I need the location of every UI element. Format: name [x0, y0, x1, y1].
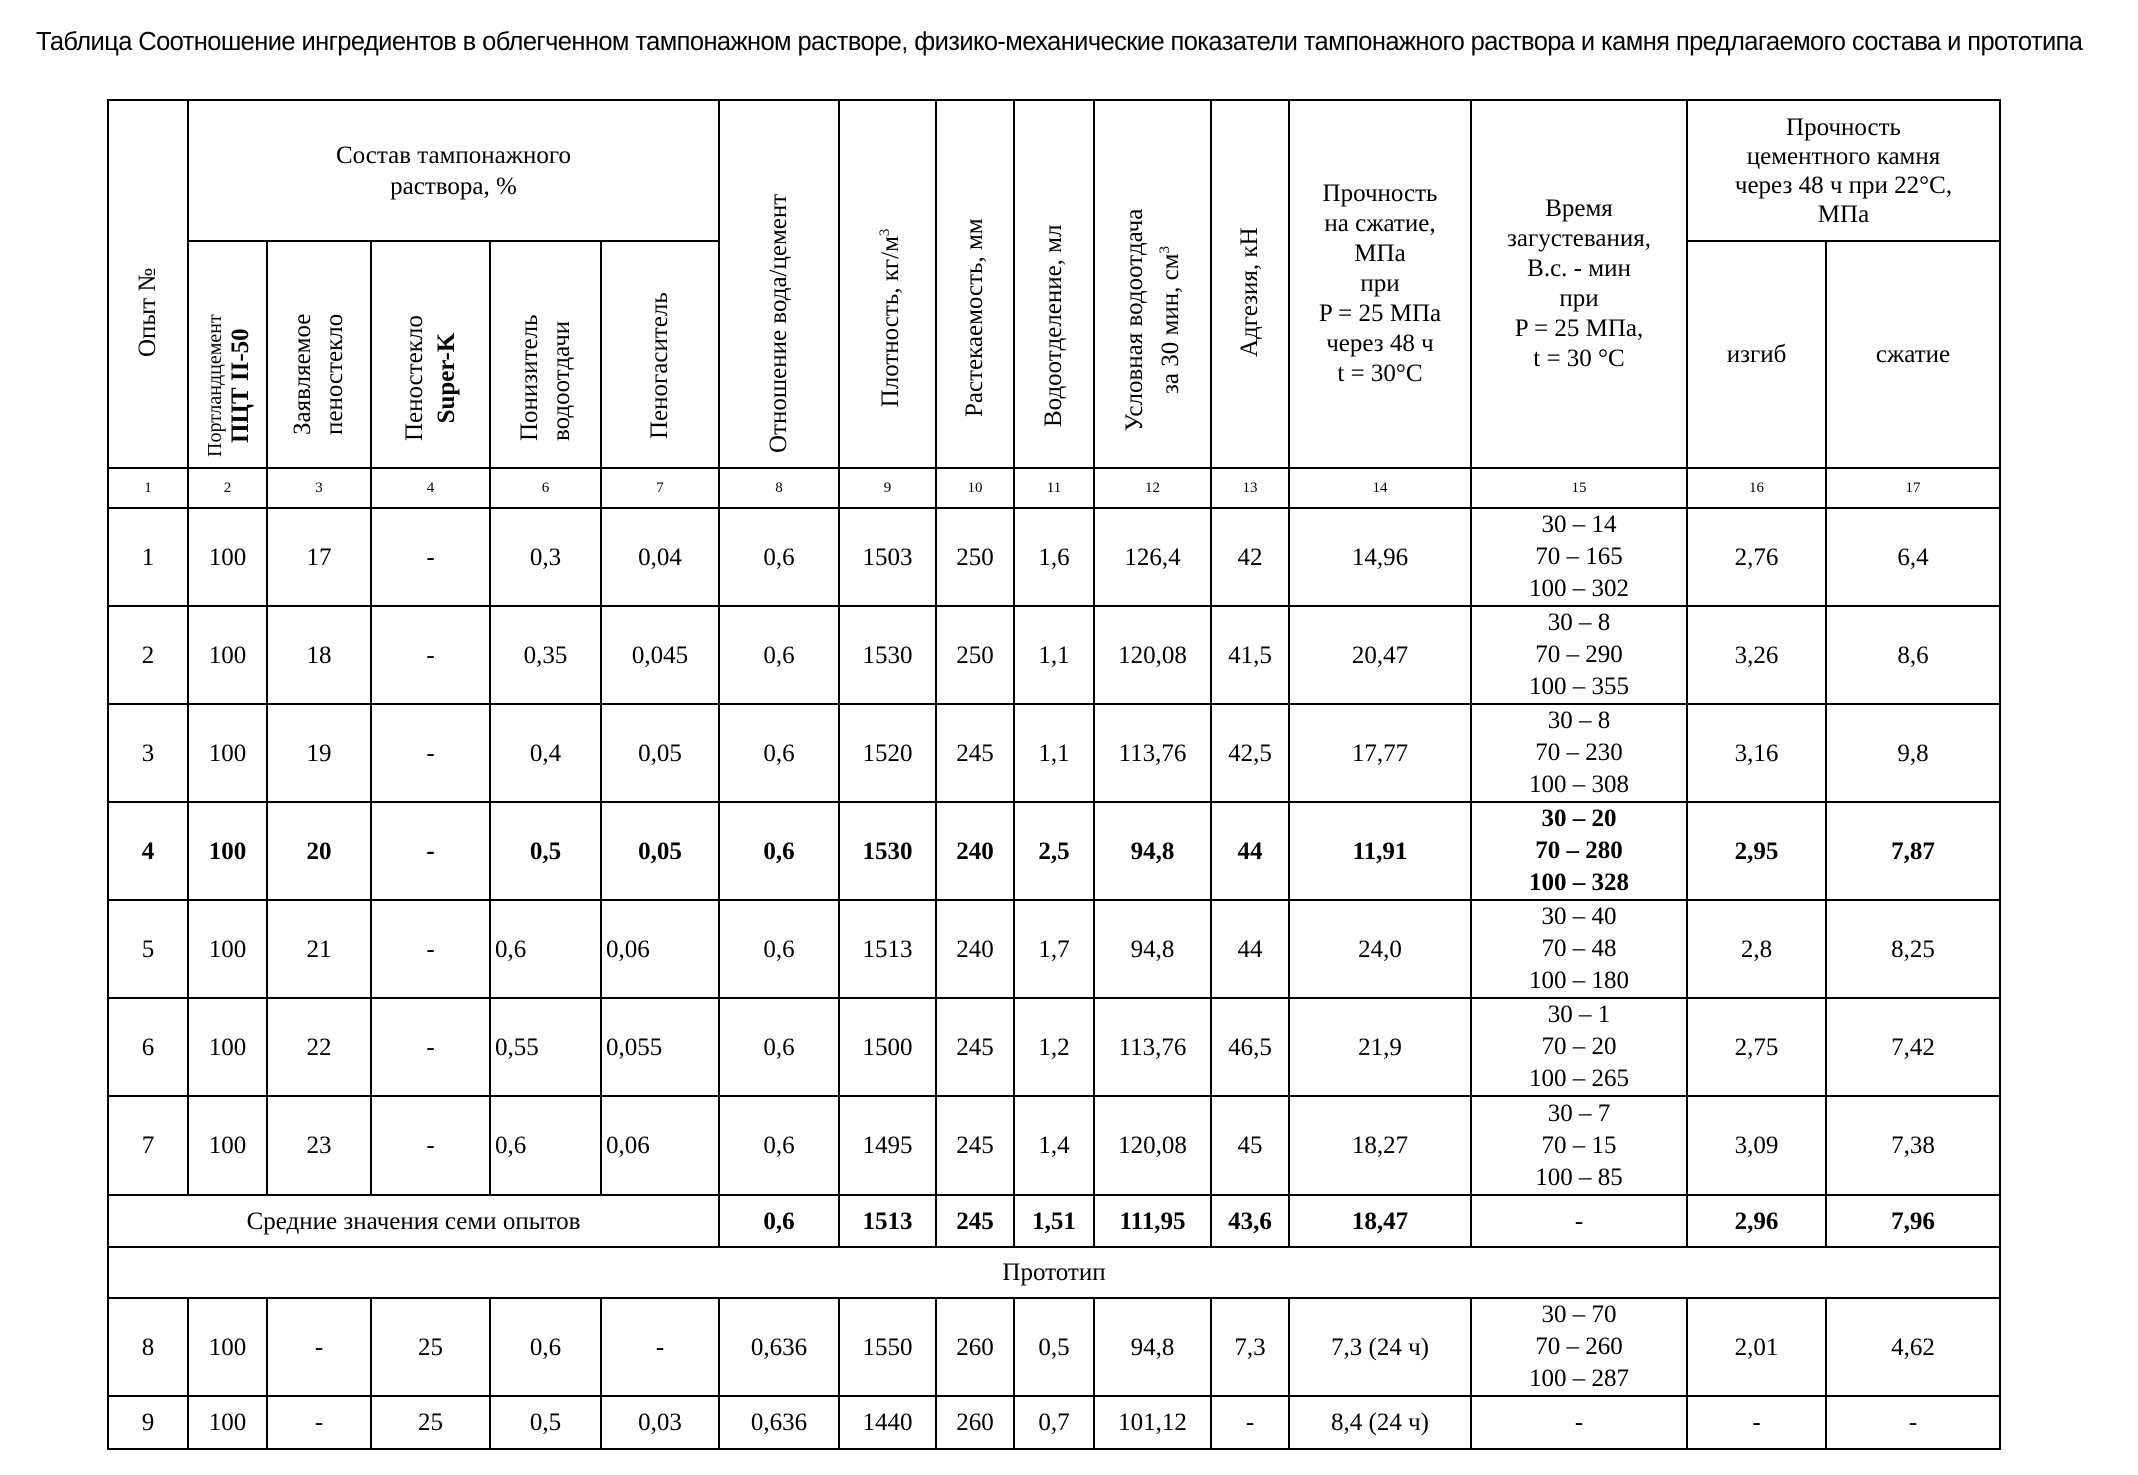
header-spreadability-text: Растекаемость, мм — [961, 218, 988, 417]
cell-c6: 0,6 — [490, 1096, 601, 1195]
cell-c3: - — [267, 1298, 371, 1396]
header-fluid-loss-line1: Условная водоотдача — [1119, 208, 1149, 431]
cell-c7: 0,055 — [601, 998, 719, 1096]
header-density — [839, 100, 936, 468]
column-number: 11 — [1014, 468, 1094, 508]
cell-c10: 250 — [936, 508, 1014, 606]
hdr-ss-line: МПа — [1688, 200, 1999, 229]
header-water-separation-text: Водоотделение, мл — [1040, 225, 1067, 427]
cell-c6: 0,55 — [490, 998, 601, 1096]
hdr-ss-line: цементного камня — [1688, 142, 1999, 171]
cell-c3: 20 — [267, 802, 371, 900]
cell-c12: 120,08 — [1094, 606, 1211, 704]
table-row — [108, 1396, 2000, 1449]
thickening-line: 70 – 15 — [1472, 1130, 1686, 1162]
cell-c4: 25 — [371, 1298, 490, 1396]
column-number: 3 — [267, 468, 371, 508]
cell-c4: - — [371, 508, 490, 606]
header-water-separation — [1014, 100, 1094, 468]
cell-c15 — [1471, 1298, 1687, 1396]
hdr-cs-line: через 48 ч — [1290, 329, 1470, 359]
cell-no: 1 — [108, 508, 188, 606]
thickening-line: 70 – 165 — [1472, 541, 1686, 573]
hdr-cs-line: Прочность — [1290, 179, 1470, 209]
table-row — [108, 1298, 2000, 1396]
thickening-line: 100 – 355 — [1472, 671, 1686, 703]
cell-c7: 0,03 — [601, 1396, 719, 1449]
cell-no: 7 — [108, 1096, 188, 1195]
column-number: 6 — [490, 468, 601, 508]
average-c16: 2,96 — [1687, 1195, 1826, 1247]
column-number: 8 — [719, 468, 839, 508]
cell-c9: 1530 — [839, 802, 936, 900]
cell-c6: 0,6 — [490, 900, 601, 998]
hdr-cs-line: МПа — [1290, 239, 1470, 269]
hdr-tt-line: P = 25 МПа, — [1472, 314, 1686, 344]
cell-c2: 100 — [188, 606, 267, 704]
cell-c13: 44 — [1211, 900, 1289, 998]
cell-c17: 8,6 — [1826, 606, 2000, 704]
thickening-line: 100 – 265 — [1472, 1063, 1686, 1095]
cell-c15 — [1471, 998, 1687, 1096]
cell-c10: 245 — [936, 704, 1014, 802]
thickening-line: 30 – 14 — [1472, 509, 1686, 541]
cell-c17: 9,8 — [1826, 704, 2000, 802]
column-number: 1 — [108, 468, 188, 508]
cell-c3: 23 — [267, 1096, 371, 1195]
header-compression — [1826, 241, 2000, 468]
header-compressive-strength — [1289, 100, 1471, 468]
cell-c15 — [1471, 1396, 1687, 1449]
table-row — [108, 508, 2000, 606]
cell-c11: 2,5 — [1014, 802, 1094, 900]
cell-no: 2 — [108, 606, 188, 704]
cell-c11: 1,1 — [1014, 606, 1094, 704]
thickening-line: 70 – 230 — [1472, 737, 1686, 769]
cell-c8: 0,6 — [719, 998, 839, 1096]
cell-no: 9 — [108, 1396, 188, 1449]
cell-c15 — [1471, 802, 1687, 900]
cell-c13: 42,5 — [1211, 704, 1289, 802]
cell-c9: 1440 — [839, 1396, 936, 1449]
hdr-cs-line: P = 25 МПа — [1290, 299, 1470, 329]
cell-c10: 240 — [936, 802, 1014, 900]
cell-c2: 100 — [188, 1396, 267, 1449]
cell-c6: 0,5 — [490, 1396, 601, 1449]
thickening-line: 30 – 7 — [1472, 1098, 1686, 1130]
cell-c14: 7,3 (24 ч) — [1289, 1298, 1471, 1396]
cell-c9: 1520 — [839, 704, 936, 802]
header-adhesion — [1211, 100, 1289, 468]
hdr-ss-line: Прочность — [1688, 113, 1999, 142]
cell-c10: 260 — [936, 1396, 1014, 1449]
column-number-row — [108, 468, 2000, 508]
header-portland-line2: ПЦТ II-50 — [228, 314, 254, 457]
cell-c7: 0,05 — [601, 704, 719, 802]
cell-c6: 0,6 — [490, 1298, 601, 1396]
cell-c15 — [1471, 704, 1687, 802]
cell-c9: 1550 — [839, 1298, 936, 1396]
thickening-line: 100 – 180 — [1472, 965, 1686, 997]
cell-c2: 100 — [188, 1096, 267, 1195]
cell-c8: 0,6 — [719, 704, 839, 802]
cell-c12: 120,08 — [1094, 1096, 1211, 1195]
cell-c14: 20,47 — [1289, 606, 1471, 704]
cell-c15 — [1471, 900, 1687, 998]
hdr-tt-line: В.с. - мин — [1472, 254, 1686, 284]
cell-c13: 44 — [1211, 802, 1289, 900]
cell-c11: 1,6 — [1014, 508, 1094, 606]
cell-c13: - — [1211, 1396, 1289, 1449]
cell-c6: 0,5 — [490, 802, 601, 900]
cell-c17: 4,62 — [1826, 1298, 2000, 1396]
cell-c14: 17,77 — [1289, 704, 1471, 802]
cell-c7: 0,05 — [601, 802, 719, 900]
cell-c10: 240 — [936, 900, 1014, 998]
average-c15: - — [1471, 1195, 1687, 1247]
cell-c16: - — [1687, 1396, 1826, 1449]
cell-c4: - — [371, 704, 490, 802]
cell-c16: 2,95 — [1687, 802, 1826, 900]
cell-c16: 3,26 — [1687, 606, 1826, 704]
cell-c17: 7,87 — [1826, 802, 2000, 900]
cell-c15 — [1471, 1096, 1687, 1195]
cell-c14: 8,4 (24 ч) — [1289, 1396, 1471, 1449]
cell-c11: 1,1 — [1014, 704, 1094, 802]
cell-c17: 6,4 — [1826, 508, 2000, 606]
cell-no: 6 — [108, 998, 188, 1096]
column-number: 2 — [188, 468, 267, 508]
hdr-cs-line: на сжатие, — [1290, 209, 1470, 239]
cell-c9: 1495 — [839, 1096, 936, 1195]
header-fluid-loss — [1094, 100, 1211, 468]
cell-c12: 94,8 — [1094, 802, 1211, 900]
cell-c17: 7,38 — [1826, 1096, 2000, 1195]
cell-c4: - — [371, 998, 490, 1096]
header-fluid-loss-reducer — [490, 241, 601, 468]
cell-c12: 94,8 — [1094, 1298, 1211, 1396]
header-composition-group-text: Состав тампонажного раствора, % — [304, 140, 604, 202]
header-exp-no — [108, 100, 188, 468]
header-claimed-foamglass — [267, 241, 371, 468]
cell-no: 4 — [108, 802, 188, 900]
cell-c11: 1,2 — [1014, 998, 1094, 1096]
cell-c12: 126,4 — [1094, 508, 1211, 606]
header-stone-strength — [1687, 100, 2000, 241]
thickening-line: 30 – 8 — [1472, 705, 1686, 737]
cell-c12: 113,76 — [1094, 704, 1211, 802]
averages-label: Средние значения семи опытов — [108, 1195, 719, 1247]
header-fluid-loss-sup: 3 — [1156, 246, 1172, 254]
cell-c17: 8,25 — [1826, 900, 2000, 998]
cell-c16: 2,76 — [1687, 508, 1826, 606]
header-water-cement — [719, 100, 839, 468]
thickening-line: 30 – 40 — [1472, 901, 1686, 933]
cell-c6: 0,4 — [490, 704, 601, 802]
hdr-tt-line: при — [1472, 284, 1686, 314]
cell-c2: 100 — [188, 900, 267, 998]
table-caption: Таблица Соотношение ингредиентов в облегченном тампонажном растворе, физико-механические показатели тампонажного раствора и камня предлагаемого состава и прототипа — [36, 26, 2131, 59]
thickening-line: 100 – 302 — [1472, 573, 1686, 605]
header-density-sup: 3 — [876, 228, 892, 236]
hdr-ss-line: через 48 ч при 22°C, — [1688, 171, 1999, 200]
hdr-tt-line: Время — [1472, 194, 1686, 224]
cell-c13: 7,3 — [1211, 1298, 1289, 1396]
header-foamglass-superk — [371, 241, 490, 468]
table-row — [108, 1096, 2000, 1195]
cell-c17: 7,42 — [1826, 998, 2000, 1096]
cell-c3: 22 — [267, 998, 371, 1096]
header-adhesion-text: Адгезия, кН — [1236, 227, 1263, 357]
header-density-text: Плотность, кг/м — [877, 236, 904, 407]
table-row — [108, 606, 2000, 704]
table-row — [108, 704, 2000, 802]
header-row-1 — [108, 100, 2000, 241]
column-number: 9 — [839, 468, 936, 508]
cell-c17: - — [1826, 1396, 2000, 1449]
cell-c3: - — [267, 1396, 371, 1449]
average-c8: 0,6 — [719, 1195, 839, 1247]
cell-c10: 250 — [936, 606, 1014, 704]
cell-c8: 0,636 — [719, 1396, 839, 1449]
cell-c13: 46,5 — [1211, 998, 1289, 1096]
header-claimed-foamglass-line1: Заявляемое — [287, 314, 319, 435]
cell-c16: 2,8 — [1687, 900, 1826, 998]
column-number: 7 — [601, 468, 719, 508]
cell-c14: 21,9 — [1289, 998, 1471, 1096]
thickening-line: 100 – 308 — [1472, 769, 1686, 801]
results-table — [107, 99, 2001, 1450]
thickening-line: 70 – 260 — [1472, 1331, 1686, 1363]
thickening-line: 100 – 328 — [1472, 867, 1686, 899]
header-claimed-foamglass-line2: пеностекло — [319, 314, 351, 435]
header-foamglass-superk-line1: Пеностекло — [399, 315, 431, 441]
column-number: 10 — [936, 468, 1014, 508]
cell-c16: 3,16 — [1687, 704, 1826, 802]
header-portland — [188, 241, 267, 468]
cell-c3: 19 — [267, 704, 371, 802]
cell-c9: 1500 — [839, 998, 936, 1096]
cell-c9: 1530 — [839, 606, 936, 704]
cell-c7: 0,04 — [601, 508, 719, 606]
cell-c2: 100 — [188, 704, 267, 802]
header-composition-group — [188, 100, 719, 241]
cell-c7: - — [601, 1298, 719, 1396]
cell-c13: 41,5 — [1211, 606, 1289, 704]
cell-c7: 0,045 — [601, 606, 719, 704]
column-number: 14 — [1289, 468, 1471, 508]
header-fluid-loss-reducer-line1: Понизитель — [514, 315, 546, 441]
average-c13: 43,6 — [1211, 1195, 1289, 1247]
cell-c4: - — [371, 1096, 490, 1195]
cell-no: 5 — [108, 900, 188, 998]
table-row — [108, 998, 2000, 1096]
cell-c4: - — [371, 802, 490, 900]
average-c17: 7,96 — [1826, 1195, 2000, 1247]
thickening-line: 100 – 85 — [1472, 1162, 1686, 1194]
cell-c4: - — [371, 606, 490, 704]
thickening-line: 70 – 48 — [1472, 933, 1686, 965]
cell-c8: 0,6 — [719, 606, 839, 704]
header-defoamer — [601, 241, 719, 468]
cell-c15 — [1471, 508, 1687, 606]
column-number: 16 — [1687, 468, 1826, 508]
cell-no: 3 — [108, 704, 188, 802]
column-number: 15 — [1471, 468, 1687, 508]
cell-c4: - — [371, 900, 490, 998]
cell-c2: 100 — [188, 802, 267, 900]
cell-c4: 25 — [371, 1396, 490, 1449]
cell-c2: 100 — [188, 1298, 267, 1396]
header-bending — [1687, 241, 1826, 468]
cell-c8: 0,6 — [719, 1096, 839, 1195]
cell-c8: 0,636 — [719, 1298, 839, 1396]
cell-c14: 24,0 — [1289, 900, 1471, 998]
header-spreadability — [936, 100, 1014, 468]
thickening-line: 30 – 1 — [1472, 999, 1686, 1031]
hdr-tt-line: t = 30 °C — [1472, 344, 1686, 374]
cell-c3: 21 — [267, 900, 371, 998]
cell-c16: 2,01 — [1687, 1298, 1826, 1396]
header-defoamer-text: Пеногаситель — [646, 292, 673, 439]
cell-c10: 245 — [936, 1096, 1014, 1195]
cell-c11: 0,7 — [1014, 1396, 1094, 1449]
cell-c12: 101,12 — [1094, 1396, 1211, 1449]
cell-c10: 260 — [936, 1298, 1014, 1396]
cell-c6: 0,3 — [490, 508, 601, 606]
average-c14: 18,47 — [1289, 1195, 1471, 1247]
header-foamglass-superk-line2: Super-K — [431, 315, 463, 441]
cell-c11: 1,7 — [1014, 900, 1094, 998]
cell-c12: 94,8 — [1094, 900, 1211, 998]
cell-c14: 18,27 — [1289, 1096, 1471, 1195]
cell-c11: 0,5 — [1014, 1298, 1094, 1396]
cell-c16: 2,75 — [1687, 998, 1826, 1096]
header-portland-line1: Портландцемент — [202, 314, 228, 457]
cell-c15 — [1471, 606, 1687, 704]
column-number: 13 — [1211, 468, 1289, 508]
cell-c14: 14,96 — [1289, 508, 1471, 606]
cell-c3: 17 — [267, 508, 371, 606]
cell-c11: 1,4 — [1014, 1096, 1094, 1195]
cell-c12: 113,76 — [1094, 998, 1211, 1096]
cell-c2: 100 — [188, 998, 267, 1096]
cell-c2: 100 — [188, 508, 267, 606]
prototype-section-row — [108, 1247, 2000, 1298]
cell-c13: 42 — [1211, 508, 1289, 606]
cell-c7: 0,06 — [601, 1096, 719, 1195]
hdr-cs-line: при — [1290, 269, 1470, 299]
header-compression-text: сжатие — [1876, 341, 1950, 368]
thickening-line: - — [1472, 1407, 1686, 1439]
thickening-line: 70 – 280 — [1472, 835, 1686, 867]
thickening-line: 100 – 287 — [1472, 1363, 1686, 1395]
header-thickening-time — [1471, 100, 1687, 468]
cell-c13: 45 — [1211, 1096, 1289, 1195]
cell-c7: 0,06 — [601, 900, 719, 998]
header-exp-no-text: Опыт № — [134, 268, 161, 357]
thickening-line: 30 – 70 — [1472, 1299, 1686, 1331]
cell-c6: 0,35 — [490, 606, 601, 704]
average-c11: 1,51 — [1014, 1195, 1094, 1247]
cell-c8: 0,6 — [719, 900, 839, 998]
average-c12: 111,95 — [1094, 1195, 1211, 1247]
header-fluid-loss-reducer-line2: водоотдачи — [546, 315, 578, 441]
header-water-cement-text: Отношение вода/цемент — [765, 194, 792, 453]
table-row — [108, 802, 2000, 900]
column-number: 4 — [371, 468, 490, 508]
cell-c14: 11,91 — [1289, 802, 1471, 900]
header-fluid-loss-line2: за 30 мин, см — [1157, 253, 1184, 393]
hdr-tt-line: загустевания, — [1472, 224, 1686, 254]
thickening-line: 30 – 8 — [1472, 607, 1686, 639]
averages-row — [108, 1195, 2000, 1247]
cell-c3: 18 — [267, 606, 371, 704]
average-c9: 1513 — [839, 1195, 936, 1247]
cell-c9: 1513 — [839, 900, 936, 998]
thickening-line: 70 – 290 — [1472, 639, 1686, 671]
cell-c8: 0,6 — [719, 508, 839, 606]
thickening-line: 70 – 20 — [1472, 1031, 1686, 1063]
hdr-cs-line: t = 30°C — [1290, 359, 1470, 389]
column-number: 12 — [1094, 468, 1211, 508]
column-number: 17 — [1826, 468, 2000, 508]
cell-c10: 245 — [936, 998, 1014, 1096]
cell-no: 8 — [108, 1298, 188, 1396]
cell-c9: 1503 — [839, 508, 936, 606]
header-bending-text: изгиб — [1727, 341, 1787, 368]
average-c10: 245 — [936, 1195, 1014, 1247]
cell-c8: 0,6 — [719, 802, 839, 900]
prototype-label: Прототип — [108, 1247, 2000, 1298]
thickening-line: 30 – 20 — [1472, 803, 1686, 835]
cell-c16: 3,09 — [1687, 1096, 1826, 1195]
table-row — [108, 900, 2000, 998]
